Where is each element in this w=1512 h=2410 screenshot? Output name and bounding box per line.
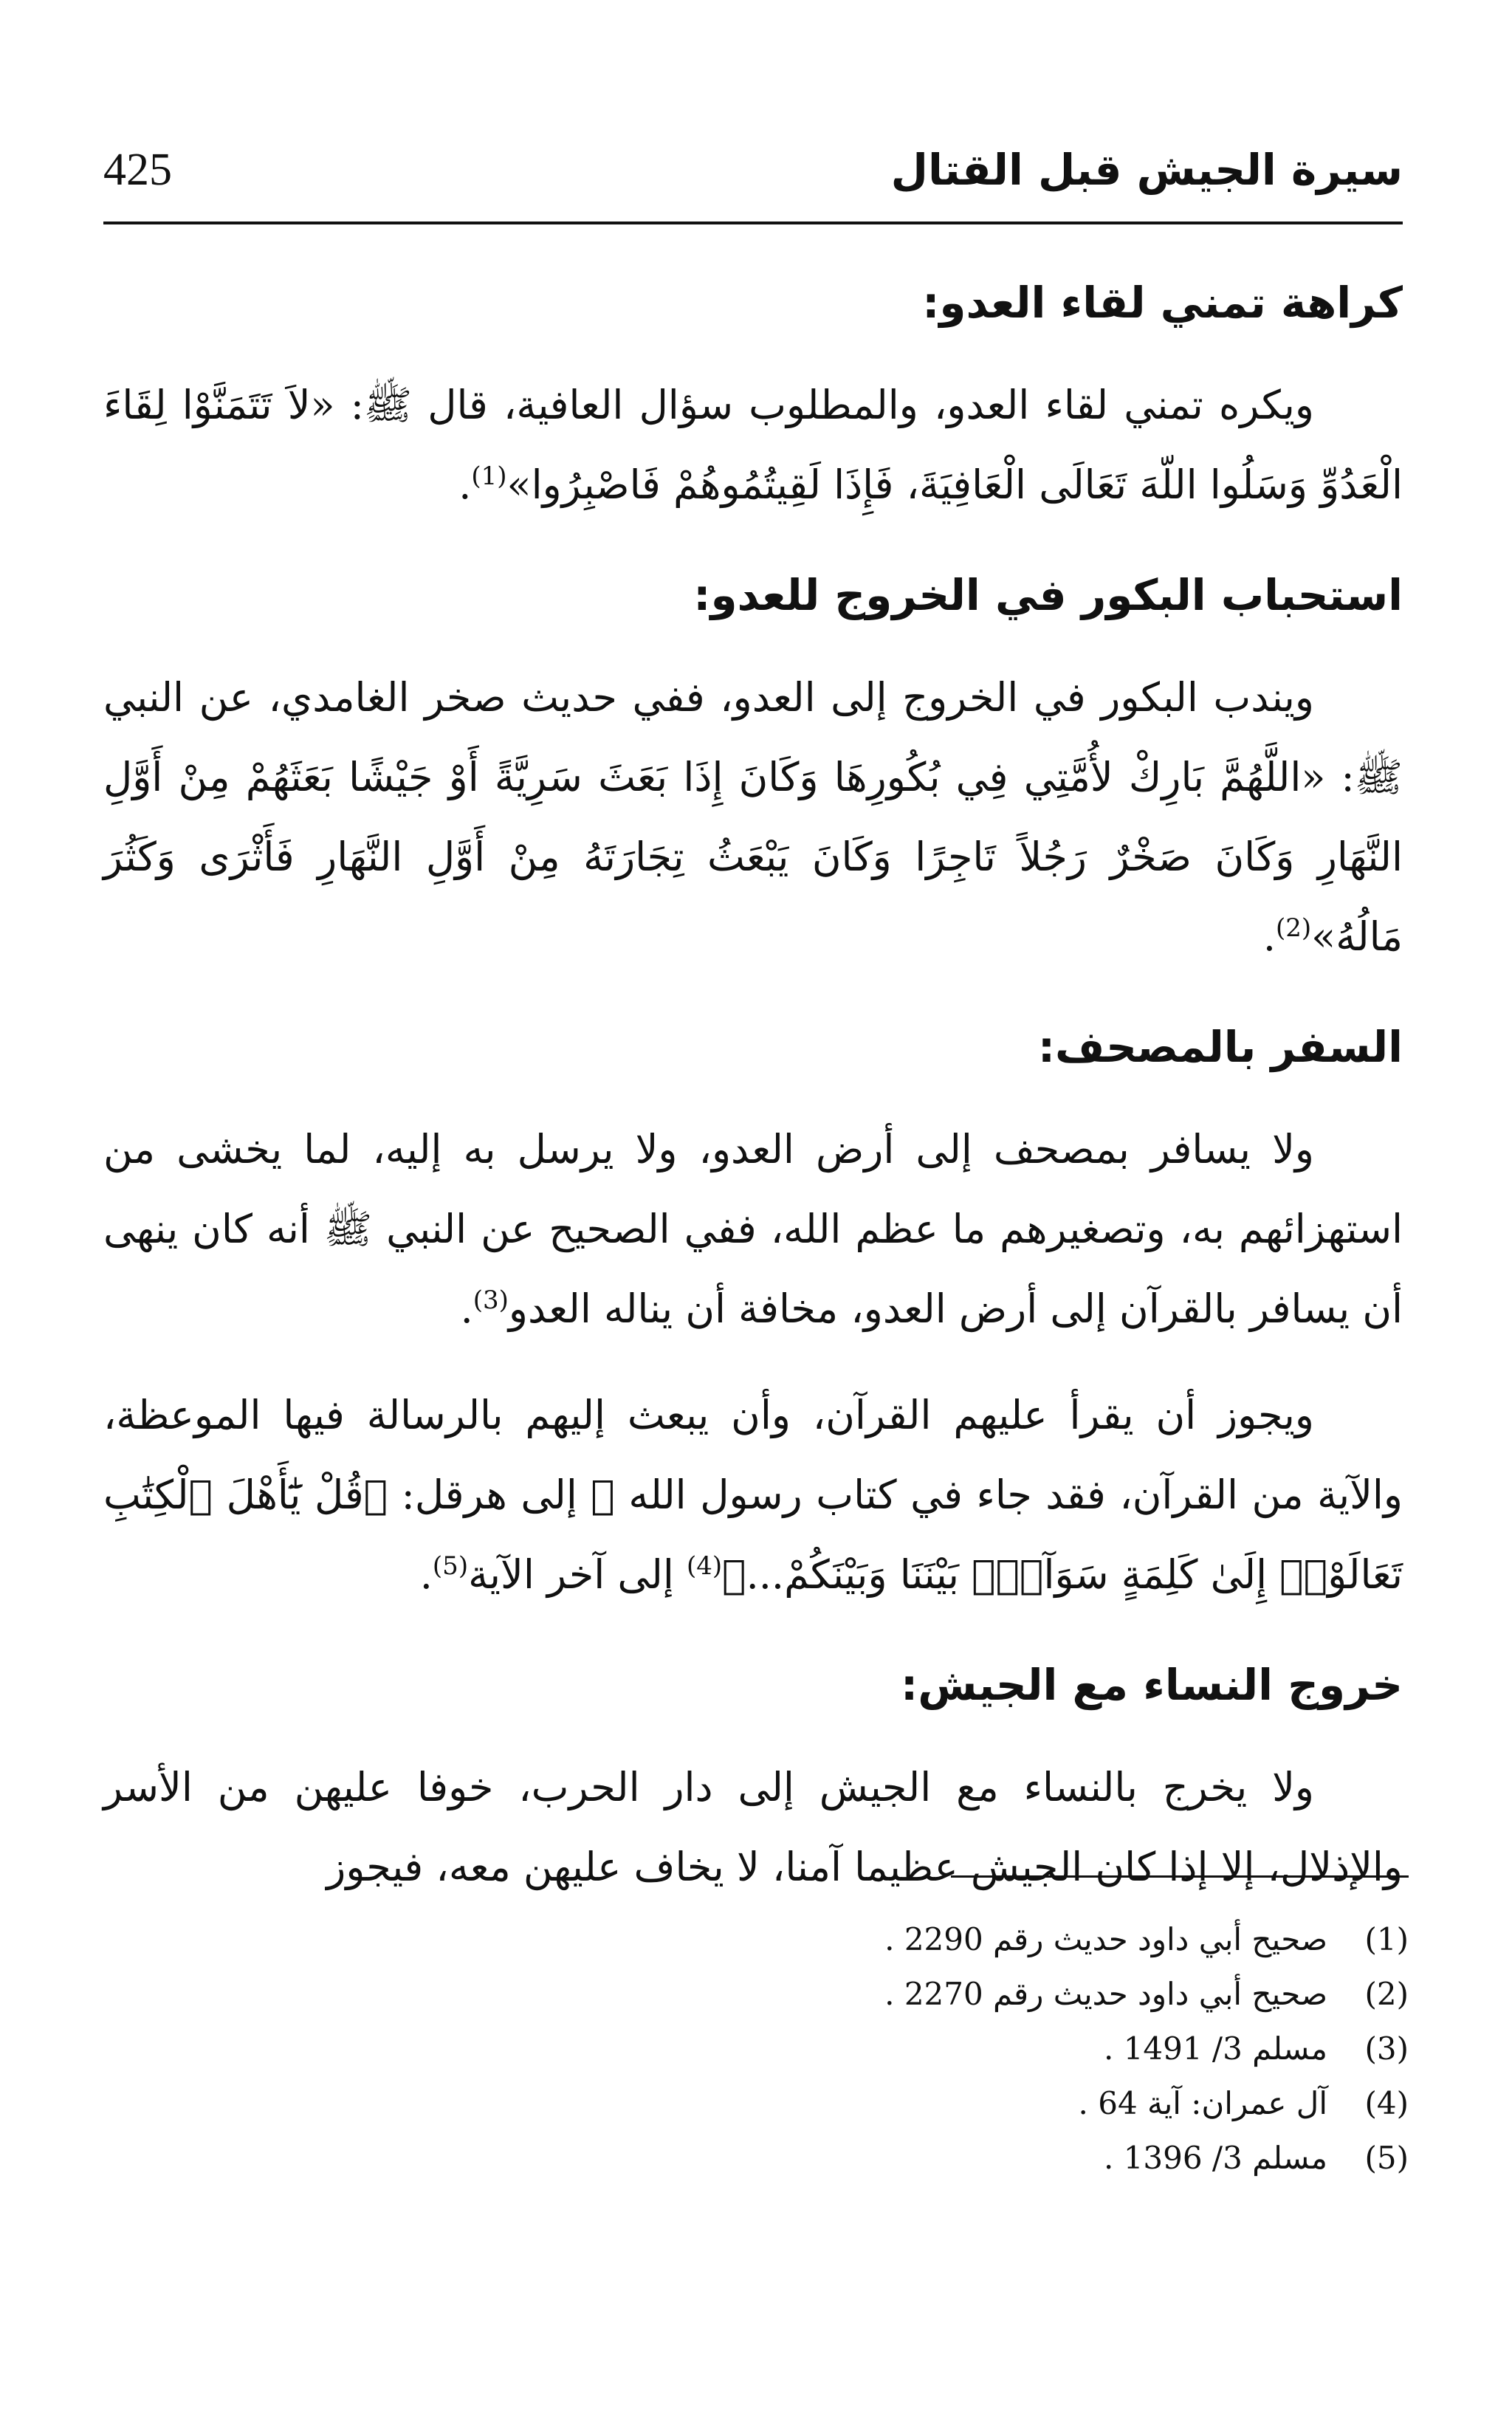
footnote: [523, 2076, 1409, 2131]
paragraph: [103, 365, 1403, 525]
paragraph: [103, 658, 1403, 977]
paragraph-end: .: [458, 461, 472, 508]
main-text: [103, 262, 1403, 1937]
section-heading: استحباب البكور في الخروج للعدو:: [693, 570, 1403, 620]
running-header: [103, 126, 1403, 214]
footnotes-list: [523, 1912, 1409, 2186]
footnote-ref[interactable]: (2): [1276, 913, 1312, 943]
footnote-number: (2): [1364, 1976, 1409, 2012]
footnote-number: (5): [1364, 2140, 1409, 2176]
paragraph-end: .: [419, 1551, 433, 1598]
footnote-text: مسلم 3/ 1396 .: [1103, 2140, 1327, 2176]
section-heading: السفر بالمصحف:: [1037, 1022, 1403, 1072]
section-early-departure: [103, 555, 1403, 977]
paragraph-end: .: [460, 1285, 473, 1332]
footnote-text: آل عمران: آية 64 .: [1078, 2085, 1327, 2121]
footnote-rule: [951, 1875, 1409, 1878]
footnote-ref[interactable]: (5): [432, 1551, 469, 1581]
paragraph: [103, 1110, 1403, 1349]
footnote-number: (4): [1364, 2085, 1409, 2121]
paragraph: [103, 1376, 1403, 1615]
footnote: [523, 2131, 1409, 2186]
paragraph-text: ويجوز أن يقرأ عليهم القرآن، وأن يبعث إليهم بالرسالة فيها الموعظة، والآية من القرآن، فقد جاء في كتاب رسول الله ﷺ إلى هرقل: ﴿قُلْ يَٰٓأَهْلَ ٱلْكِتَٰبِ تَعَالَوْا۟ إِلَىٰ كَلِمَةٍ سَوَآءٍۭ بَيْنَنَا وَبَيْنَكُمْ...﴾: [103, 1392, 1403, 1598]
paragraph: [103, 1748, 1403, 1907]
footnote-text: صحيح أبي داود حديث رقم 2270 .: [884, 1976, 1327, 2012]
footnote-number: (3): [1364, 2030, 1409, 2067]
footnote-number: (1): [1364, 1921, 1409, 1957]
page-number: 425: [103, 144, 172, 195]
footnote-ref[interactable]: (3): [472, 1285, 509, 1315]
paragraph-text: ولا يسافر بمصحف إلى أرض العدو، ولا يرسل به إليه، لما يخشى من استهزائهم به، وتصغيرهم ما عظم الله، ففي الصحيح عن النبي ﷺ أنه كان ينهى أن يسافر بالقرآن إلى أرض العدو، مخافة أن يناله العدو: [103, 1126, 1403, 1332]
section-enemy-meeting: [103, 262, 1403, 525]
paragraph-text: ويندب البكور في الخروج إلى العدو، ففي حديث صخر الغامدي، عن النبي ﷺ: «اللَّهُمَّ بَارِكْ لأُمَّتِي فِي بُكُورِهَا وَكَانَ إِذَا بَعَثَ سَرِيَّةً أَوْ جَيْشًا بَعَثَهُمْ مِنْ أَوَّلِ النَّهَارِ وَكَانَ صَخْرٌ رَجُلاً تَاجِرًا وَكَانَ يَبْعَثُ تِجَارَتَهُ مِنْ أَوَّلِ النَّهَارِ فَأَثْرَى وَكَثُرَ مَالُهُ»: [103, 674, 1403, 960]
footnote: [523, 2022, 1409, 2076]
paragraph-text: ويكره تمني لقاء العدو، والمطلوب سؤال العافية، قال ﷺ: «لاَ تَتَمَنَّوْا لِقَاءَ الْعَدُوِّ وَسَلُوا اللّهَ تَعَالَى الْعَافِيَةَ، فَإِذَا لَقِيتُمُوهُمْ فَاصْبِرُوا»: [103, 382, 1403, 508]
footnote: [523, 1967, 1409, 2022]
footnote-text: مسلم 3/ 1491 .: [1103, 2030, 1327, 2067]
footnote-text: صحيح أبي داود حديث رقم 2290 .: [884, 1921, 1327, 1957]
footnote-ref[interactable]: (4): [687, 1551, 723, 1581]
section-heading: كراهة تمني لقاء العدو:: [922, 278, 1403, 328]
running-title: سيرة الجيش قبل القتال: [890, 145, 1403, 195]
section-heading: خروج النساء مع الجيش:: [901, 1660, 1403, 1710]
footnote-ref[interactable]: (1): [471, 461, 507, 491]
footnote: [523, 1912, 1409, 1967]
paragraph-text: ولا يخرج بالنساء مع الجيش إلى دار الحرب، خوفا عليهن من الأسر والإذلال، إلا إذا كان الجيش عظيما آمنا، لا يخاف عليهن معه، فيجوز: [103, 1764, 1403, 1890]
paragraph-text-continued: إلى آخر الآية: [468, 1551, 687, 1598]
header-rule: [103, 222, 1403, 224]
paragraph-end: .: [1262, 913, 1276, 960]
section-women-army: [103, 1644, 1403, 1907]
section-travel-mushaf: [103, 1006, 1403, 1615]
